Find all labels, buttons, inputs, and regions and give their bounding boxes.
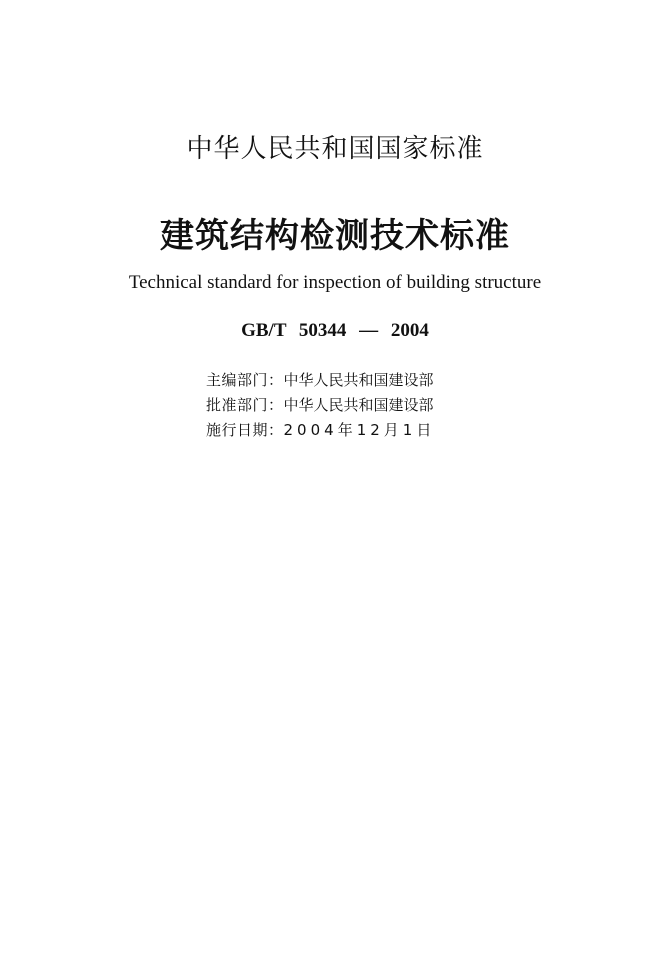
- approver-value: 中华人民共和国建设部: [283, 396, 434, 414]
- approver-label: 批准部门：: [206, 396, 284, 414]
- document-title: 建筑结构检测技术标准: [160, 216, 510, 256]
- editor-row: [206, 368, 435, 393]
- publication-info: [206, 368, 435, 443]
- editor-value: 中华人民共和国建设部: [283, 371, 434, 389]
- approver-row: [206, 393, 435, 418]
- national-standard-label: 中华人民共和国国家标准: [186, 134, 484, 164]
- effective-date-label: 施行日期：: [206, 421, 284, 439]
- effective-date-value: 2004年12月1日: [283, 421, 436, 439]
- standard-code: GB/T 50344 — 2004: [241, 320, 429, 341]
- english-title: Technical standard for inspection of building structure: [128, 272, 542, 293]
- editor-label: 主编部门：: [206, 371, 284, 389]
- effective-date-row: [206, 418, 435, 443]
